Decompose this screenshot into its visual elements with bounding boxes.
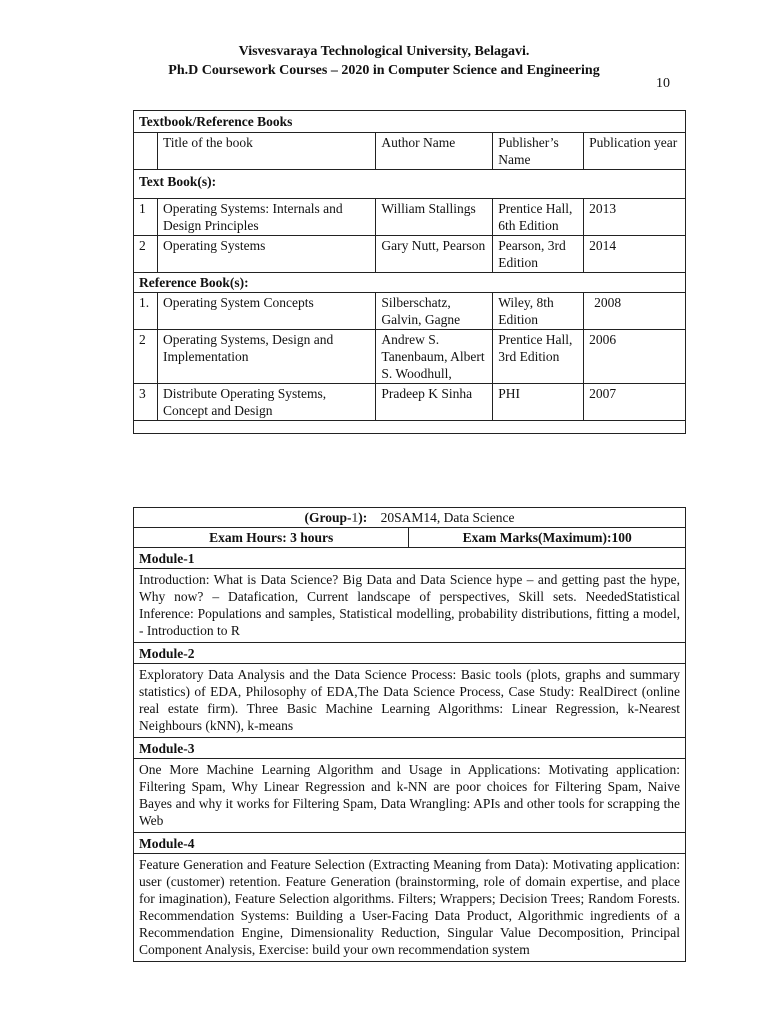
row-number: 3 bbox=[134, 384, 158, 421]
module-description: Feature Generation and Feature Selection (Extracting Meaning from Data): Motivating application: user (customer) retention. Feature Generation (brainstorming, role of domain expertise, and place for imagination), Feature Selection algorithms. Filters; Wrappers; Decision Trees; Random Forests. Recommendation Systems: Building a User-Facing Data Product, Algorithmic ingredients of a Recommendation Engine, Dimensionality Reduction, Singular Value Decomposition, Principal Component Analysis, Exercise: build your own recommendation system bbox=[134, 854, 686, 962]
module-content-row bbox=[134, 759, 686, 833]
book-year: 2007 bbox=[584, 384, 686, 421]
book-title: Distribute Operating Systems, Concept and Design bbox=[157, 384, 375, 421]
book-author: Gary Nutt, Pearson bbox=[376, 236, 493, 273]
group-number: 1 bbox=[351, 510, 359, 525]
column-header-no bbox=[134, 133, 158, 170]
empty-row bbox=[134, 421, 686, 434]
book-author: Andrew S. Tanenbaum, Albert S. Woodhull, bbox=[376, 330, 493, 384]
page-number: 10 bbox=[656, 76, 670, 91]
book-publisher: Pearson, 3rd Edition bbox=[493, 236, 584, 273]
book-author: William Stallings bbox=[376, 199, 493, 236]
column-header-title: Title of the book bbox=[157, 133, 375, 170]
reference-heading: Reference Book(s): bbox=[134, 273, 686, 293]
course-title-row bbox=[134, 508, 686, 528]
module-description: Introduction: What is Data Science? Big Data and Data Science hype – and getting past the hype, Why now? – Datafication, Current landscape of perspectives, Skill sets. NeededStatistical Inference: Populations and samples, Statistical modelling, probability distributions, fitting a model, - Introduction to R bbox=[134, 569, 686, 643]
table-row bbox=[134, 330, 686, 384]
row-number: 2 bbox=[134, 330, 158, 384]
book-publisher: PHI bbox=[493, 384, 584, 421]
exam-info-row bbox=[134, 528, 686, 548]
reference-books-table bbox=[133, 110, 686, 434]
exam-marks: Exam Marks(Maximum):100 bbox=[409, 528, 686, 548]
university-name: Visvesvaraya Technological University, Belagavi. bbox=[238, 44, 530, 59]
table-row bbox=[134, 199, 686, 236]
book-title: Operating Systems, Design and Implementation bbox=[157, 330, 375, 384]
book-year: 2014 bbox=[584, 236, 686, 273]
book-title: Operating Systems bbox=[157, 236, 375, 273]
course-syllabus-table bbox=[133, 507, 686, 962]
table-row bbox=[134, 384, 686, 421]
column-header-row bbox=[134, 133, 686, 170]
book-publisher: Prentice Hall, 3rd Edition bbox=[493, 330, 584, 384]
book-author: Pradeep K Sinha bbox=[376, 384, 493, 421]
column-header-year: Publication year bbox=[584, 133, 686, 170]
book-title: Operating Systems: Internals and Design Principles bbox=[157, 199, 375, 236]
table-title: Textbook/Reference Books bbox=[134, 111, 686, 133]
module-title: Module-3 bbox=[134, 738, 686, 759]
course-title bbox=[134, 508, 686, 528]
empty-cell bbox=[134, 421, 686, 434]
row-number: 1 bbox=[134, 199, 158, 236]
module-title: Module-1 bbox=[134, 548, 686, 569]
course-code: 20SAM14, Data Science bbox=[380, 510, 515, 525]
book-year: 2006 bbox=[584, 330, 686, 384]
table-row bbox=[134, 236, 686, 273]
book-title: Operating System Concepts bbox=[157, 293, 375, 330]
module-description: Exploratory Data Analysis and the Data Science Process: Basic tools (plots, graphs and summary statistics) of EDA, Philosophy of EDA,The Data Science Process, Case Study: RealDirect (online real estate firm). Three Basic Machine Learning Algorithms: Linear Regression, k-Nearest Neighbours (kNN), k-means bbox=[134, 664, 686, 738]
table-row bbox=[134, 293, 686, 330]
column-header-author: Author Name bbox=[376, 133, 493, 170]
row-number: 1. bbox=[134, 293, 158, 330]
book-year: 2013 bbox=[584, 199, 686, 236]
module-description: One More Machine Learning Algorithm and Usage in Applications: Motivating application: Filtering Spam, Why Linear Regression and k-NN are poor choices for Filtering Spam, Naive Bayes and why it works for Filtering Spam, Data Wrangling: APIs and other tools for scrapping the Web bbox=[134, 759, 686, 833]
module-heading-row bbox=[134, 548, 686, 569]
exam-hours: Exam Hours: 3 hours bbox=[134, 528, 409, 548]
module-heading-row bbox=[134, 833, 686, 854]
group-close: ): bbox=[358, 510, 368, 525]
row-number: 2 bbox=[134, 236, 158, 273]
module-title: Module-4 bbox=[134, 833, 686, 854]
book-year: 2008 bbox=[584, 293, 686, 330]
table-title-row bbox=[134, 111, 686, 133]
book-publisher: Wiley, 8th Edition bbox=[493, 293, 584, 330]
textbooks-heading: Text Book(s): bbox=[134, 170, 686, 199]
group-label: (Group- bbox=[304, 510, 352, 525]
document-title: Ph.D Coursework Courses – 2020 in Computer Science and Engineering bbox=[168, 63, 600, 78]
column-header-publisher: Publisher’s Name bbox=[493, 133, 584, 170]
module-title: Module-2 bbox=[134, 643, 686, 664]
module-content-row bbox=[134, 854, 686, 962]
module-heading-row bbox=[134, 643, 686, 664]
book-publisher: Prentice Hall, 6th Edition bbox=[493, 199, 584, 236]
section-row bbox=[134, 170, 686, 199]
module-content-row bbox=[134, 664, 686, 738]
module-content-row bbox=[134, 569, 686, 643]
document-header bbox=[0, 42, 768, 80]
book-author: Silberschatz, Galvin, Gagne bbox=[376, 293, 493, 330]
module-heading-row bbox=[134, 738, 686, 759]
section-row bbox=[134, 273, 686, 293]
